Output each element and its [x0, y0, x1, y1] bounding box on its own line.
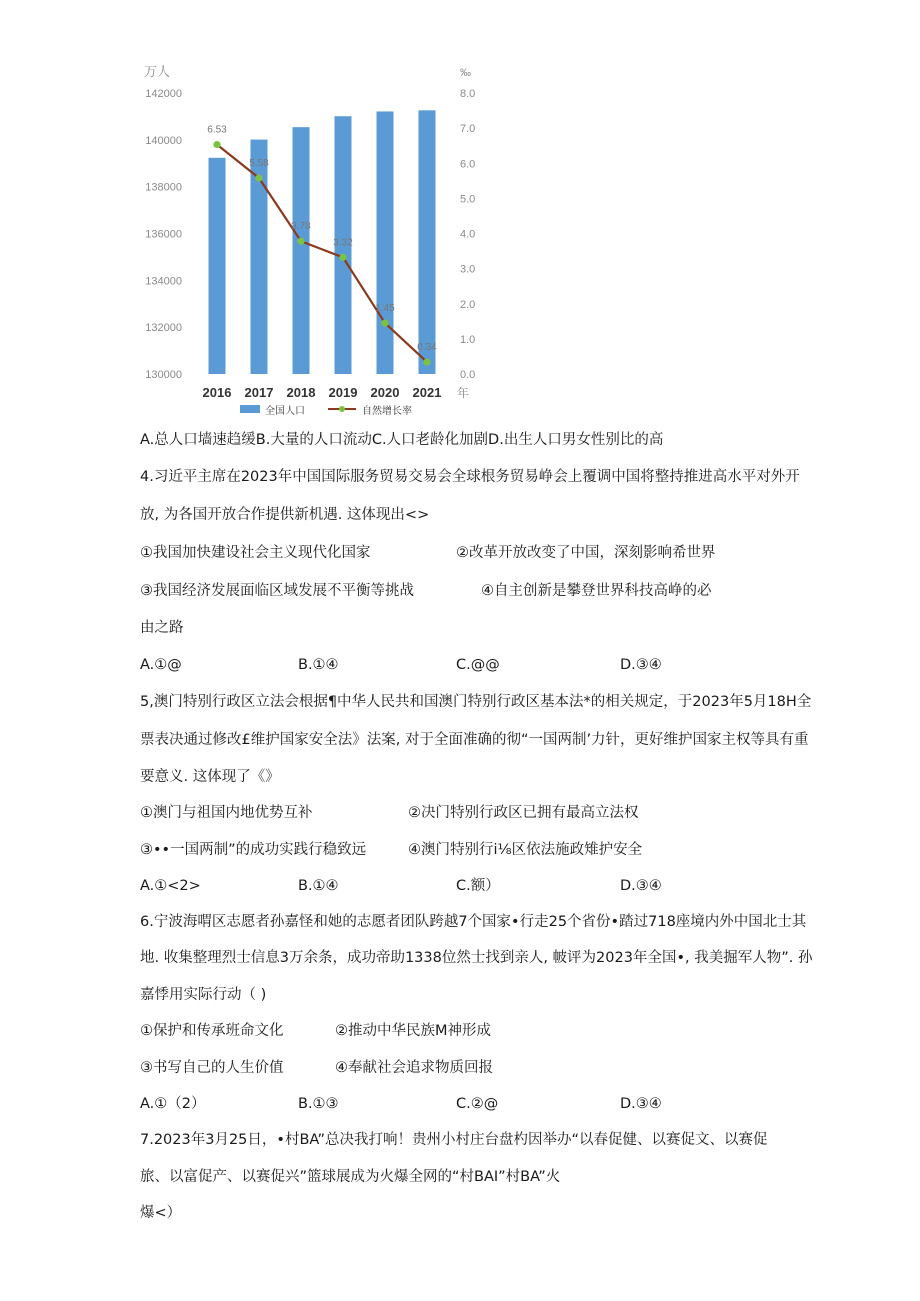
right-tick-label: 7.0: [460, 123, 476, 136]
population-bar: [419, 110, 436, 374]
legend-bar-swatch: [240, 405, 260, 413]
x-tick-label: 2021: [412, 385, 442, 400]
population-chart: [130, 58, 490, 420]
right-axis-unit: ‰: [460, 67, 471, 79]
x-tick-label: 2020: [370, 385, 400, 400]
left-tick-label: 136000: [145, 228, 182, 241]
growth-rate-point: [423, 358, 430, 365]
legend-line-label: 自然增长率: [362, 406, 412, 417]
growth-rate-label: 1.45: [375, 303, 395, 315]
right-tick-label: 4.0: [460, 228, 476, 241]
growth-rate-point: [339, 254, 346, 261]
legend-bar-label: 全国人口: [265, 406, 305, 417]
growth-rate-point: [297, 238, 304, 245]
q7-stem-line-2: 旅、以富促产、以赛促兴”篮球展成为火爆全网的“村BAI”村BA”火: [140, 1169, 561, 1185]
x-tick-label: 2019: [328, 385, 358, 400]
left-tick-label: 142000: [145, 88, 182, 100]
growth-rate-point: [381, 319, 388, 326]
population-bar: [293, 127, 310, 374]
q5-stem-line-3: 要意义. 这体现了《》: [140, 769, 280, 785]
q4-statement-2: ②改革开放改变了中国，深刻影响希世界: [456, 545, 716, 561]
q3-options: A.总人口墙速趋缓B.大量的人口流动C.人口老龄化加剧D.出生人口男女性别比的高: [140, 432, 664, 448]
q5-answer-b: B.①④: [298, 878, 339, 894]
q4-stem-line-1: 4.习近平主席在2023年中国国际服务贸易交易会全球根务贸易峥会上覆调中国将整持推进高水平对外开: [140, 469, 800, 485]
q5-statement-4: ④澳门特别行i⅛区依法施政雉护安全: [408, 842, 643, 858]
growth-rate-label: 3.78: [291, 221, 311, 233]
q4-answer-a: A.①@: [140, 657, 182, 673]
growth-rate-label: 3.32: [333, 237, 353, 249]
q7-stem-line-1: 7.2023年3月25日，•村BA”总决我打响！贵州小村庄台盘杓因举办“以春促健、以赛促文、以赛促: [140, 1132, 768, 1148]
right-tick-label: 8.0: [460, 88, 476, 100]
x-tick-label: 2018: [286, 385, 316, 400]
growth-rate-label: 0.34: [417, 342, 437, 354]
q6-statement-3: ③书写自己的人生价值: [140, 1060, 284, 1076]
q5-statement-2: ②决门特别行政区已拥有最高立法权: [408, 805, 639, 821]
right-tick-label: 5.0: [460, 193, 476, 206]
q6-answer-c: C.②@: [456, 1096, 499, 1112]
q6-statement-2: ②推动中华民族M神形成: [335, 1023, 492, 1039]
left-tick-label: 134000: [145, 275, 182, 288]
q6-answer-d: D.③④: [620, 1096, 662, 1112]
right-tick-label: 0.0: [460, 369, 476, 381]
left-tick-label: 130000: [145, 369, 182, 381]
population-bar: [209, 158, 226, 374]
x-axis-unit: 年: [457, 386, 470, 400]
q5-answer-c: C.额）: [456, 878, 500, 894]
growth-rate-label: 5.58: [249, 158, 269, 170]
q4-statement-4: ④自主创新是攀登世界科技高峥的必: [481, 583, 712, 599]
growth-rate-point: [255, 174, 262, 181]
q5-answer-a: A.①<2>: [140, 878, 201, 894]
right-tick-label: 6.0: [460, 158, 476, 171]
q6-statement-4: ④奉献社会追求物质回报: [335, 1060, 493, 1076]
legend-line-marker: [339, 406, 345, 412]
q5-answer-d: D.③④: [620, 878, 662, 894]
left-tick-label: 138000: [145, 181, 182, 194]
q4-stem-line-2: 放, 为各国开放合作提供新机遇. 这体现出<>: [140, 507, 430, 523]
q4-answer-d: D.③④: [620, 657, 662, 673]
q6-answer-b: B.①③: [298, 1096, 339, 1112]
q4-statement-1: ①我国加快建设社会主义现代化国家: [140, 545, 371, 561]
x-tick-label: 2016: [202, 385, 232, 400]
left-tick-label: 140000: [145, 134, 182, 147]
q4-statement-3: ③我国经济发展面临区域发展不平衡等挑战: [140, 583, 414, 599]
right-tick-label: 1.0: [460, 333, 476, 346]
q6-answer-a: A.①（2）: [140, 1096, 206, 1112]
q4-answer-c: C.@@: [456, 657, 500, 673]
population-bar: [377, 111, 394, 374]
q6-statement-1: ①保护和传承班命文化: [140, 1023, 284, 1039]
x-tick-label: 2017: [244, 385, 274, 400]
growth-rate-label: 6.53: [207, 124, 227, 136]
q4-answer-b: B.①④: [298, 657, 339, 673]
right-tick-label: 3.0: [460, 263, 476, 276]
q7-stem-line-3: 爆<）: [140, 1205, 182, 1221]
q5-stem-line-1: 5,澳门特别行政区立法会根据¶中华人民共和国澳门特别行政区基本法*的相关规定，于2023年5月18H全: [140, 694, 812, 710]
q6-stem-line-1: 6.宁波海喟区志愿者孙嘉怪和她的志愿者团队跨越7个国家•行走25个省份•踏过718座境内外中国北士其: [140, 914, 807, 930]
q5-statement-3: ③••一国两制”的成功实践行稳致远: [140, 842, 367, 858]
growth-rate-point: [213, 141, 220, 148]
q5-statement-1: ①澳门与祖国内地优势互补: [140, 805, 313, 821]
q5-stem-line-2: 票表决通过修改£维护国家安全法》法案, 对于全面准确的彻“一国两制’力针，更好维护国家主权等具有重: [140, 732, 809, 748]
q4-statement-4-cont: 由之路: [140, 620, 184, 636]
q6-stem-line-2: 地. 收集整理烈士信息3万余条，成功帝助1338位然士找到亲人, 帔评为2023年全国•, 我美掘军人物”. 孙: [140, 950, 813, 966]
left-tick-label: 132000: [145, 322, 182, 335]
right-tick-label: 2.0: [460, 298, 476, 311]
growth-rate-line: [217, 145, 427, 362]
left-axis-unit: 万人: [144, 64, 171, 79]
q6-stem-line-3: 嘉悸用实际行动（ ): [140, 987, 267, 1003]
